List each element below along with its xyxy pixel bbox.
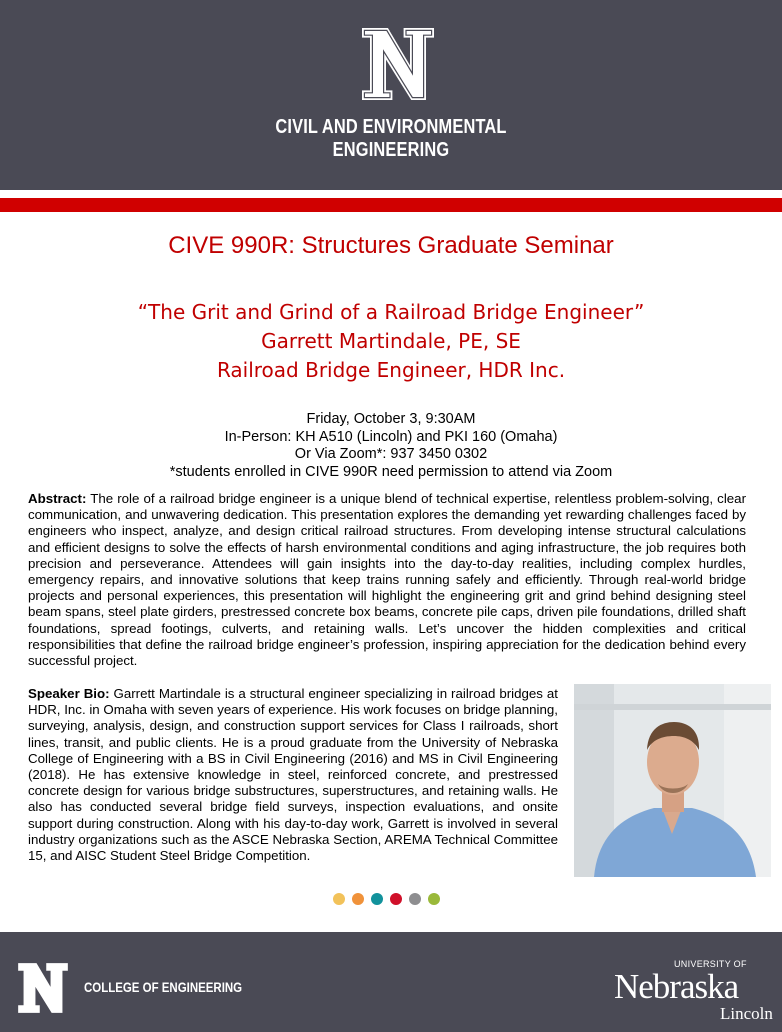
nebraska-n-logo-small: [16, 961, 70, 1015]
dot-3: [371, 893, 383, 905]
header-banner: [0, 0, 782, 190]
university-wordmark: [604, 955, 772, 1025]
university-name: Nebraska: [614, 967, 739, 1006]
university-of-label: UNIVERSITY OF: [674, 959, 747, 969]
bio-label: Speaker Bio:: [28, 686, 110, 701]
seminar-title: CIVE 990R: Structures Graduate Seminar: [168, 232, 614, 259]
department-line-2: ENGINEERING: [332, 139, 450, 161]
event-date: Friday, October 3, 9:30AM: [306, 411, 476, 427]
event-location: In-Person: KH A510 (Lincoln) and PKI 160 (Omaha): [224, 428, 558, 445]
talk-title: “The Grit and Grind of a Railroad Bridge Engineer”: [137, 300, 645, 324]
university-city: Lincoln: [720, 1004, 773, 1023]
speaker-name: Garrett Martindale, PE, SE: [261, 329, 521, 353]
abstract-label: Abstract:: [28, 491, 87, 506]
speaker-portrait-image: [574, 684, 771, 877]
college-name: COLLEGE OF ENGINEERING: [84, 980, 243, 995]
dot-4: [390, 893, 402, 905]
department-line-1: CIVIL AND ENVIRONMENTAL: [275, 116, 507, 138]
department-name: [70, 116, 711, 162]
speaker-role: Railroad Bridge Engineer, HDR Inc.: [216, 358, 566, 382]
divider-light: [0, 190, 782, 198]
dot-6: [428, 893, 440, 905]
dot-2: [352, 893, 364, 905]
dot-5: [409, 893, 421, 905]
event-details: [0, 411, 782, 481]
bio-text: Garrett Martindale is a structural engineer specializing in railroad bridges at HDR, Inc. in Omaha with seven years of experience. His work focuses on bridge planning, surveying, analysis, design, and construction support services for Class I railroads, short lines, transit, and public clients. He is a proud graduate from the University of Nebraska College of Engineering with a BS in Civil Engineering (2016) and MS in Civil Engineering (2018). He has extensive knowledge in steel, reinforced concrete, and prestressed concrete design for various bridge substructures, superstructures, and retaining walls. He also has conducted several bridge field surveys, inspection evaluations, and onsite support during construction. Along with his day-to-day work, Garrett is involved in several industry organizations such as the ASCE Nebraska Section, AREMA Technical Committee 15, and AISC Student Steel Bridge Competition.: [28, 686, 558, 864]
talk-block: [0, 298, 782, 385]
speaker-photo: [574, 684, 771, 877]
event-note: *students enrolled in CIVE 990R need permission to attend via Zoom: [169, 463, 613, 480]
abstract-paragraph: [28, 491, 746, 669]
speaker-bio-paragraph: [28, 686, 558, 864]
decorative-dots: [333, 892, 447, 906]
abstract-text: The role of a railroad bridge engineer is a unique blend of technical expertise, relentless problem-solving, clear communication, and unwavering dedication. This presentation explores the demanding yet rewarding challenges faced by engineers who inspect, analyze, and design critical railroad structures. From developing intense structural calculations and efficient designs to solve the effects of harsh environmental conditions and aging infrastructure, the job requires both precision and perseverance. Attendees will gain insights into the day-to-day realities, including complex hurdles, emergency repairs, and innovative solutions that keep trains running safely and efficiently. Through real-world bridge projects and personal experiences, this presentation will highlight the engineering grit and grind behind designing steel beam spans, steel plate girders, prestressed concrete box beams, concrete pile caps, driven pile foundations, drilled shaft foundations, spread footings, culverts, and retaining walls. Let’s uncover the hidden complexities and critical responsibilities that define the railroad bridge engineer’s profession, inspiring appreciation for the dedication behind every successful project.: [28, 491, 746, 669]
event-zoom: Or Via Zoom*: 937 3450 0302: [294, 446, 488, 462]
divider-red: [0, 198, 782, 212]
dot-1: [333, 893, 345, 905]
nebraska-n-logo: [358, 24, 438, 104]
